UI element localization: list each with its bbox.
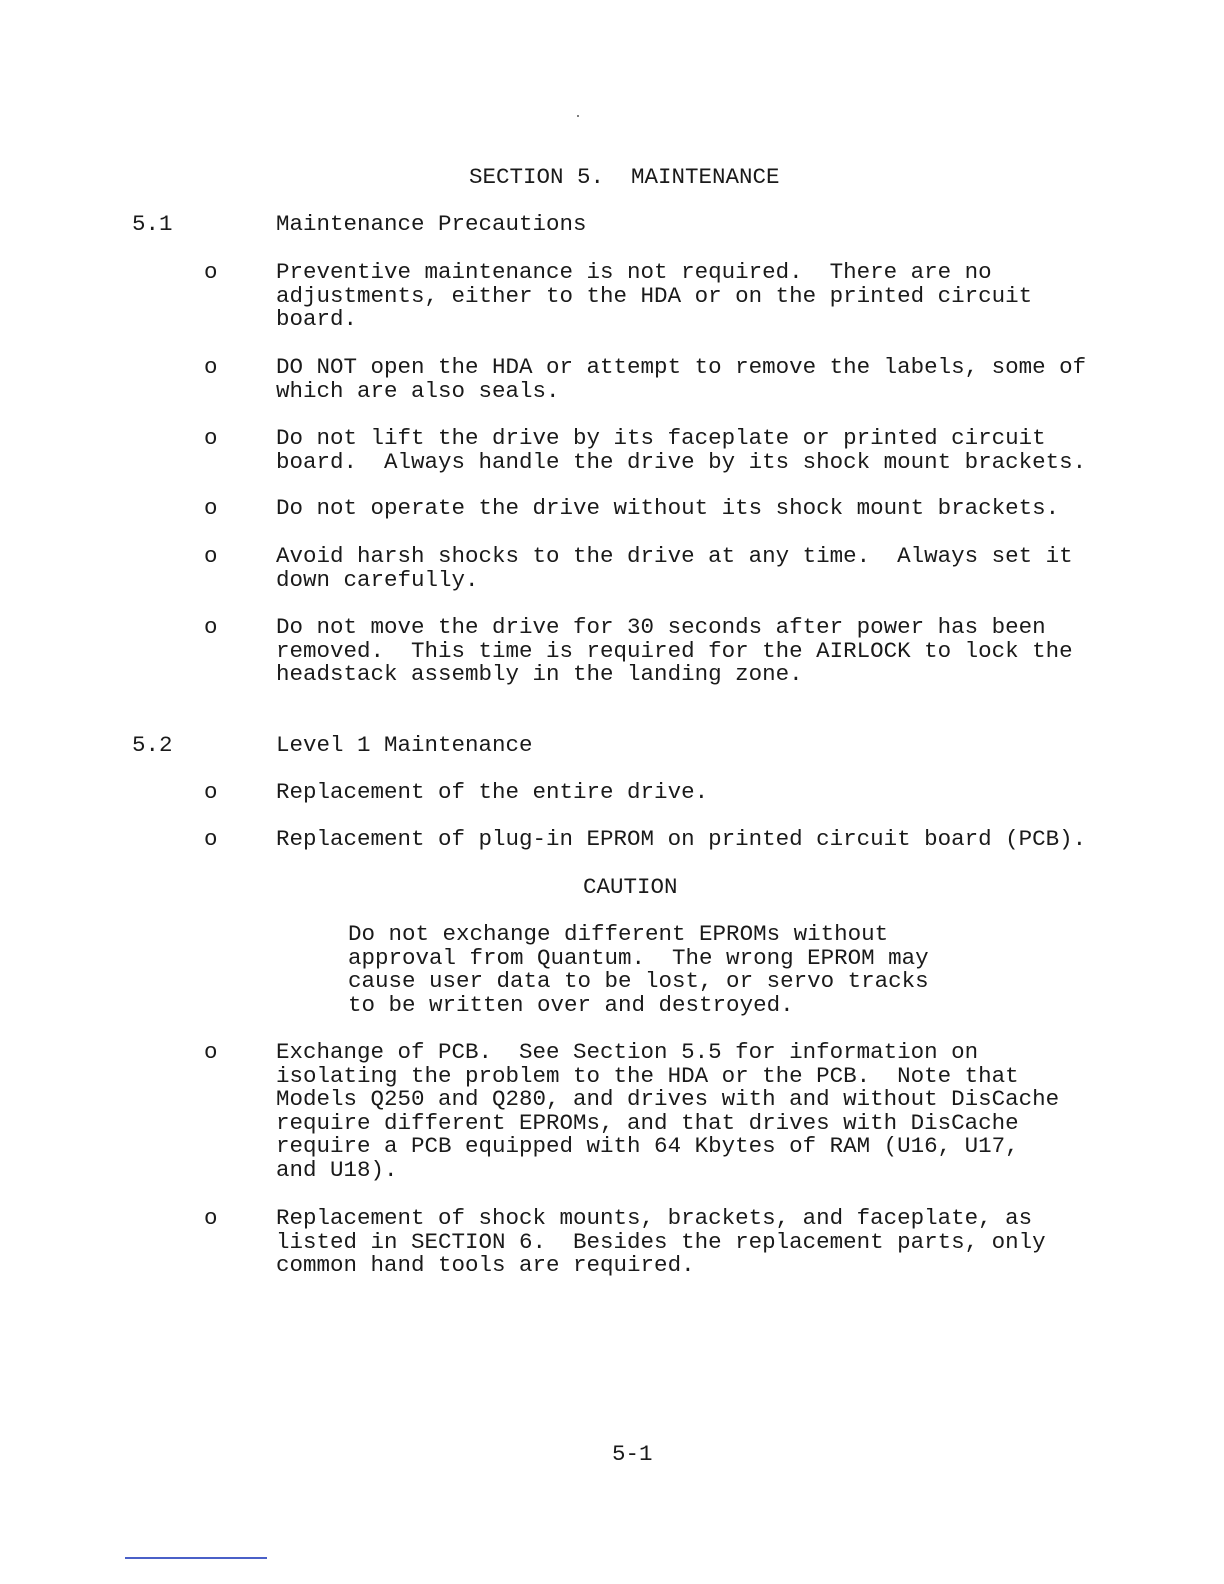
bullet-mark: o: [204, 495, 218, 521]
stray-mark: [577, 115, 579, 117]
bullet-mark: o: [204, 826, 218, 852]
footer-rule: [125, 1557, 267, 1559]
section-title: SECTION 5. MAINTENANCE: [469, 164, 780, 190]
bullet-mark: o: [204, 425, 218, 451]
bullet-mark: o: [204, 614, 218, 640]
maintenance-item: Replacement of the entire drive.: [276, 779, 709, 805]
maintenance-item: Exchange of PCB. See Section 5.5 for information on isolating the problem to the HDA or the PCB. Note that Models Q250 and Q280, and drives with and without DisCache require different EPROMs, and that drives with DisCache require a PCB equipped with 64 Kbytes of RAM (U16, U17, and U18).: [276, 1039, 1060, 1183]
maintenance-item: Replacement of plug-in EPROM on printed circuit board (PCB).: [276, 826, 1087, 852]
section-5-2-heading: Level 1 Maintenance: [276, 732, 533, 758]
precaution-item: DO NOT open the HDA or attempt to remove the labels, some of which are also seals.: [276, 354, 1087, 404]
page-number: 5-1: [612, 1441, 653, 1467]
section-5-1-number: 5.1: [132, 211, 173, 237]
bullet-mark: o: [204, 354, 218, 380]
section-5-2-number: 5.2: [132, 732, 173, 758]
bullet-mark: o: [204, 1039, 218, 1065]
caution-text: Do not exchange different EPROMs without approval from Quantum. The wrong EPROM may cause user data to be lost, or servo tracks to be written over and destroyed.: [348, 921, 929, 1018]
precaution-item: Avoid harsh shocks to the drive at any time. Always set it down carefully.: [276, 543, 1073, 593]
section-5-1-heading: Maintenance Precautions: [276, 211, 587, 237]
precaution-item: Preventive maintenance is not required. There are no adjustments, either to the HDA or on the printed circuit board.: [276, 259, 1033, 333]
bullet-mark: o: [204, 779, 218, 805]
precaution-item: Do not move the drive for 30 seconds after power has been removed. This time is required for the AIRLOCK to lock the headstack assembly in the landing zone.: [276, 614, 1073, 688]
bullet-mark: o: [204, 1205, 218, 1231]
caution-title: CAUTION: [583, 874, 678, 900]
precaution-item: Do not lift the drive by its faceplate or printed circuit board. Always handle the drive by its shock mount brackets.: [276, 425, 1087, 475]
bullet-mark: o: [204, 543, 218, 569]
maintenance-item: Replacement of shock mounts, brackets, and faceplate, as listed in SECTION 6. Besides the replacement parts, only common hand tools are required.: [276, 1205, 1046, 1279]
precaution-item: Do not operate the drive without its shock mount brackets.: [276, 495, 1060, 521]
bullet-mark: o: [204, 259, 218, 285]
